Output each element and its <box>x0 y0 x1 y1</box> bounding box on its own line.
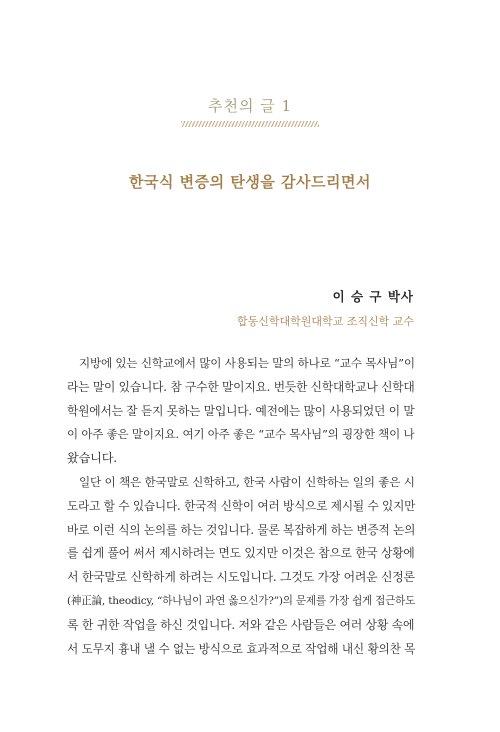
section-label: 추천의 글 1 <box>207 97 293 115</box>
chapter-subtitle: 한국식 변증의 탄생을 감사드리면서 <box>128 173 372 191</box>
author-name: 이 승 구 박사 <box>332 289 414 304</box>
decorative-hatch-divider <box>181 121 319 127</box>
text-line: 서 도무지 흉내 낼 수 없는 방식으로 효과적으로 작업해 내신 황의찬 목 <box>67 641 416 656</box>
text-line: 이 아주 좋은 말이지요. 여기 아주 좋은 “교수 목사님”의 굉장한 책이 나 <box>67 427 415 442</box>
text-line: (神正論, theodicy, “하나님이 과연 옳으신가?”)의 문제를 가장 쉽게 접근하도 <box>67 594 416 607</box>
text-line: 왔습니다. <box>67 451 117 466</box>
text-line: 록 한 귀한 작업을 하신 것입니다. 저와 같은 사람들은 여러 상황 속에 <box>67 617 415 632</box>
author-affiliation: 합동신학대학원대학교 조직신학 교수 <box>236 315 414 328</box>
text-line: 지방에 있는 신학교에서 많이 사용되는 말의 하나로 “교수 목사님”이 <box>79 356 415 370</box>
text-line: 도라고 할 수 있습니다. 한국적 신학이 여러 방식으로 제시될 수 있지만 <box>67 498 416 513</box>
text-line: 바로 이런 식의 논의를 하는 것입니다. 물론 복잡하게 하는 변증적 논의 <box>67 522 416 537</box>
text-line: 학원에서는 잘 듣지 못하는 말입니다. 예전에는 많이 사용되었던 이 말 <box>67 403 415 418</box>
text-line: 를 쉽게 풀어 써서 제시하려는 면도 있지만 이것은 참으로 한국 상황에 <box>67 546 415 561</box>
text-line: 라는 말이 있습니다. 참 구수한 말이지요. 번듯한 신학대학교나 신학대 <box>67 379 415 394</box>
text-line: 일단 이 책은 한국말로 신학하고, 한국 사람이 신학하는 일의 좋은 시 <box>79 474 415 489</box>
body-text <box>67 352 415 661</box>
text-line: 서 한국말로 신학하게 하려는 시도입니다. 그것도 가장 어려운 신정론 <box>67 570 415 585</box>
